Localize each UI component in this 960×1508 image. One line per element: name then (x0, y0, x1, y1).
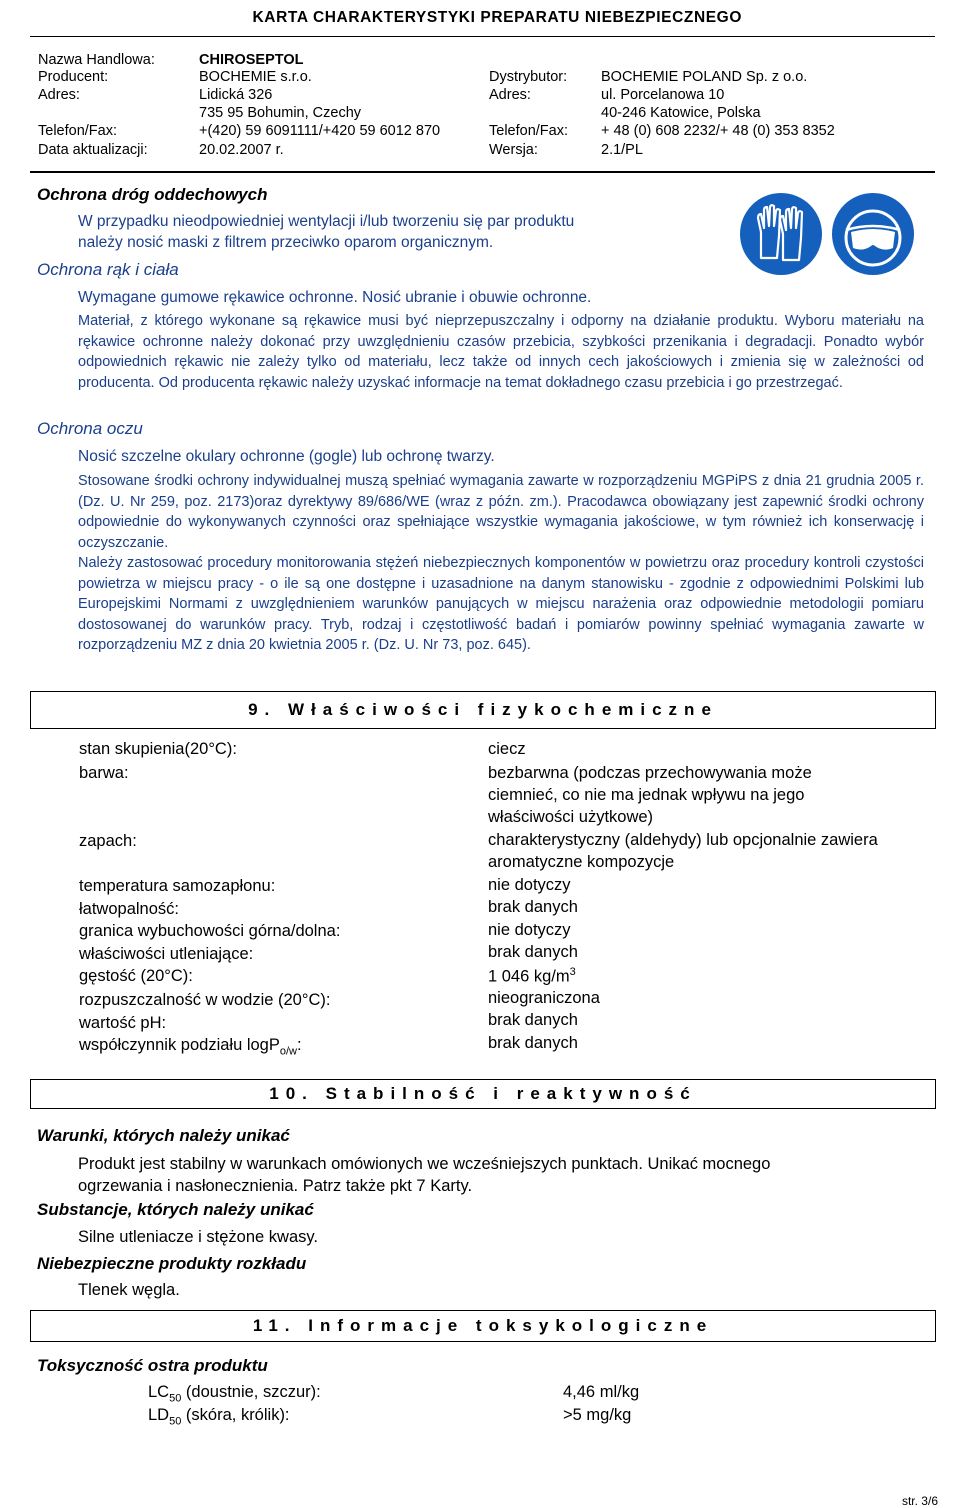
eyes-text: Nosić szczelne okulary ochronne (gogle) lub ochronę twarzy. (78, 448, 495, 465)
property-label: właściwości utleniające: (79, 945, 254, 963)
phone-label: Telefon/Fax: (38, 123, 117, 139)
property-label: barwa: (79, 764, 129, 782)
address-line1: Lidická 326 (199, 87, 273, 103)
version: 2.1/PL (601, 142, 643, 158)
page-number: str. 3/6 (901, 1494, 938, 1508)
property-value: charakterystyczny (aldehydy) lub opcjonalnie zawiera (488, 831, 878, 849)
section9-title: 9. Właściwości fizykochemiczne (248, 700, 718, 719)
conditions-line1: Produkt jest stabilny w warunkach omówionych we wcześniejszych punktach. Unikać mocnego (78, 1155, 771, 1173)
density-superscript: 3 (569, 966, 576, 978)
dist-phone: + 48 (0) 608 2232/+ 48 (0) 353 8352 (601, 123, 835, 139)
document-title: KARTA CHARAKTERYSTYKI PREPARATU NIEBEZPIECZNEGO (252, 9, 742, 26)
lc50-label: $LC_{50}$ (doustnie, szczur): (148, 1383, 321, 1405)
dist-phone-label: Telefon/Fax: (489, 123, 568, 139)
density-value-text: 1 046 kg/m (488, 967, 570, 986)
dist-address-label: Adres: (489, 87, 531, 103)
header-divider (30, 36, 935, 37)
eyes-heading: Ochrona oczu (37, 419, 143, 438)
property-value (488, 966, 576, 987)
producer-label: Producent: (38, 69, 109, 85)
property-label: wartość pH: (79, 1014, 167, 1032)
property-label: zapach: (79, 832, 137, 850)
logp-colon: : (297, 1036, 302, 1054)
distributor-label: Dystrybutor: (489, 69, 568, 85)
respiratory-heading: Ochrona dróg oddechowych (37, 185, 268, 204)
acute-toxicity-heading: Toksyczność ostra produktu (37, 1356, 268, 1375)
decomposition-heading: Niebezpieczne produkty rozkładu (37, 1254, 307, 1273)
trade-name: CHIROSEPTOL (199, 52, 304, 68)
regulations-text: Stosowane środki ochrony indywidualnej muszą spełniać wymagania zawarte w rozporządzeniu MGPiPS z dnia 21 grudnia 2005 r. (Dz. U. Nr 259, poz. 2173)oraz dyrektywy 89/686/WE (wraz z późn. zm.). Pracodawca obowiązany jest zapewnić środki ochrony odpowiednie do wykonywanych czynności oraz spełniające wszystkie wymagania jakościowe, w tym również ich konserwację i oczyszczanie. (78, 473, 924, 551)
property-label: stan skupienia(20°C): (79, 740, 237, 758)
property-value: ciecz (488, 740, 526, 758)
property-value: brak danych (488, 898, 578, 916)
section11-banner (30, 1310, 936, 1342)
dist-address-line2: 40-246 Katowice, Polska (601, 105, 761, 121)
logp-label-text: współczynnik podziału logP (79, 1036, 280, 1054)
lc50-value: 4,46 ml/kg (563, 1383, 640, 1401)
decomposition-text: Tlenek węgla. (78, 1281, 180, 1299)
distributor: BOCHEMIE POLAND Sp. z o.o. (601, 69, 808, 85)
goggles-icon (831, 192, 915, 276)
property-label: łatwopalność: (79, 900, 179, 918)
producer: BOCHEMIE s.r.o. (199, 69, 312, 85)
property-value: brak danych (488, 1011, 578, 1029)
logp-subscript: o/w (279, 1045, 297, 1058)
monitoring-text: Należy zastosować procedury monitorowania stężeń niebezpiecznych komponentów w powietrzu oraz procedury kontroli czystości powietrza w miejscu pracy - o ile są one dostępne i uzasadnione na danym stanowisku - zgodnie z odpowiednimi Polskimi lub Europejskimi Normami z uwzględnieniem warunków panujących w miejscu narażenia oraz odpowiednie metodologii pomiaru dostosowanej do warunków pracy. Tryb, rodzaj i częstotliwość badań i pomiarów powinny spełniać wymagania zawarte w rozporządzeniu MZ z dnia 20 kwietnia 2005 r. (Dz. U. Nr 73, poz. 645). (78, 555, 924, 654)
glove-material-text: Materiał, z którego wykonane są rękawice musi być nieprzepuszczalny i odporny na działanie produktu. Wyboru materiału na rękawice ochronne należy dokonać przy uwzględnieniu czasów przebicia, szybkości przenikania i degradacji. Ponadto wybór odpowiednich rękawic nie zależy tylko od materiału, lecz także od innych cech jakościowych i zmienia się w zależności od producenta. Od producenta rękawic należy uzyskać informacje na temat dokładnego czasu przebicia i go przestrzegać. (78, 313, 924, 391)
hands-heading: Ochrona rąk i ciała (37, 260, 179, 279)
header-bottom-divider (30, 171, 935, 173)
property-label (79, 1036, 302, 1057)
date-label: Data aktualizacji: (38, 142, 148, 158)
property-label: gęstość (20°C): (79, 967, 193, 985)
address-line2: 735 95 Bohumin, Czechy (199, 105, 362, 121)
property-value: nieograniczona (488, 989, 600, 1007)
address-label: Adres: (38, 87, 80, 103)
phone: +(420) 59 6091111/+420 59 6012 870 (199, 123, 441, 139)
section11-title: 11. Informacje toksykologiczne (252, 1316, 714, 1335)
respiratory-line1: W przypadku nieodpowiedniej wentylacji i/lub tworzeniu się par produktu (78, 213, 575, 230)
trade-name-label: Nazwa Handlowa: (38, 52, 155, 68)
section10-title: 10. Stabilność i reaktywność (269, 1084, 697, 1103)
gloves-icon (739, 192, 823, 276)
property-value: ciemnieć, co nie ma jednak wpływu na jego (488, 786, 805, 804)
property-value: brak danych (488, 1034, 578, 1052)
property-label: rozpuszczalność w wodzie (20°C): (79, 991, 331, 1009)
section10-banner (30, 1079, 936, 1109)
property-value: właściwości użytkowe) (488, 808, 654, 826)
substances-text: Silne utleniacze i stężone kwasy. (78, 1228, 318, 1246)
property-value: aromatyczne kompozycje (488, 853, 675, 871)
dist-address-line1: ul. Porcelanowa 10 (601, 87, 725, 103)
hands-text: Wymagane gumowe rękawice ochronne. Nosić ubranie i obuwie ochronne. (78, 289, 592, 306)
update-date: 20.02.2007 r. (199, 142, 284, 158)
property-value: bezbarwna (podczas przechowywania może (488, 764, 812, 782)
conditions-heading: Warunki, których należy unikać (37, 1126, 290, 1145)
substances-heading: Substancje, których należy unikać (37, 1200, 314, 1219)
property-value: nie dotyczy (488, 876, 571, 894)
conditions-line2: ogrzewania i nasłonecznienia. Patrz także pkt 7 Karty. (78, 1177, 473, 1195)
property-value: brak danych (488, 943, 578, 961)
respiratory-line2: należy nosić maski z filtrem przeciwko oparom organicznym. (78, 234, 494, 251)
ld50-label: $LD_{50}$ (skóra, królik): (148, 1406, 290, 1428)
ld50-value: >5 mg/kg (563, 1406, 632, 1424)
version-label: Wersja: (489, 142, 538, 158)
section9-banner (30, 691, 936, 729)
property-label: granica wybuchowości górna/dolna: (79, 922, 341, 940)
property-label: temperatura samozapłonu: (79, 877, 276, 895)
property-value: nie dotyczy (488, 921, 571, 939)
